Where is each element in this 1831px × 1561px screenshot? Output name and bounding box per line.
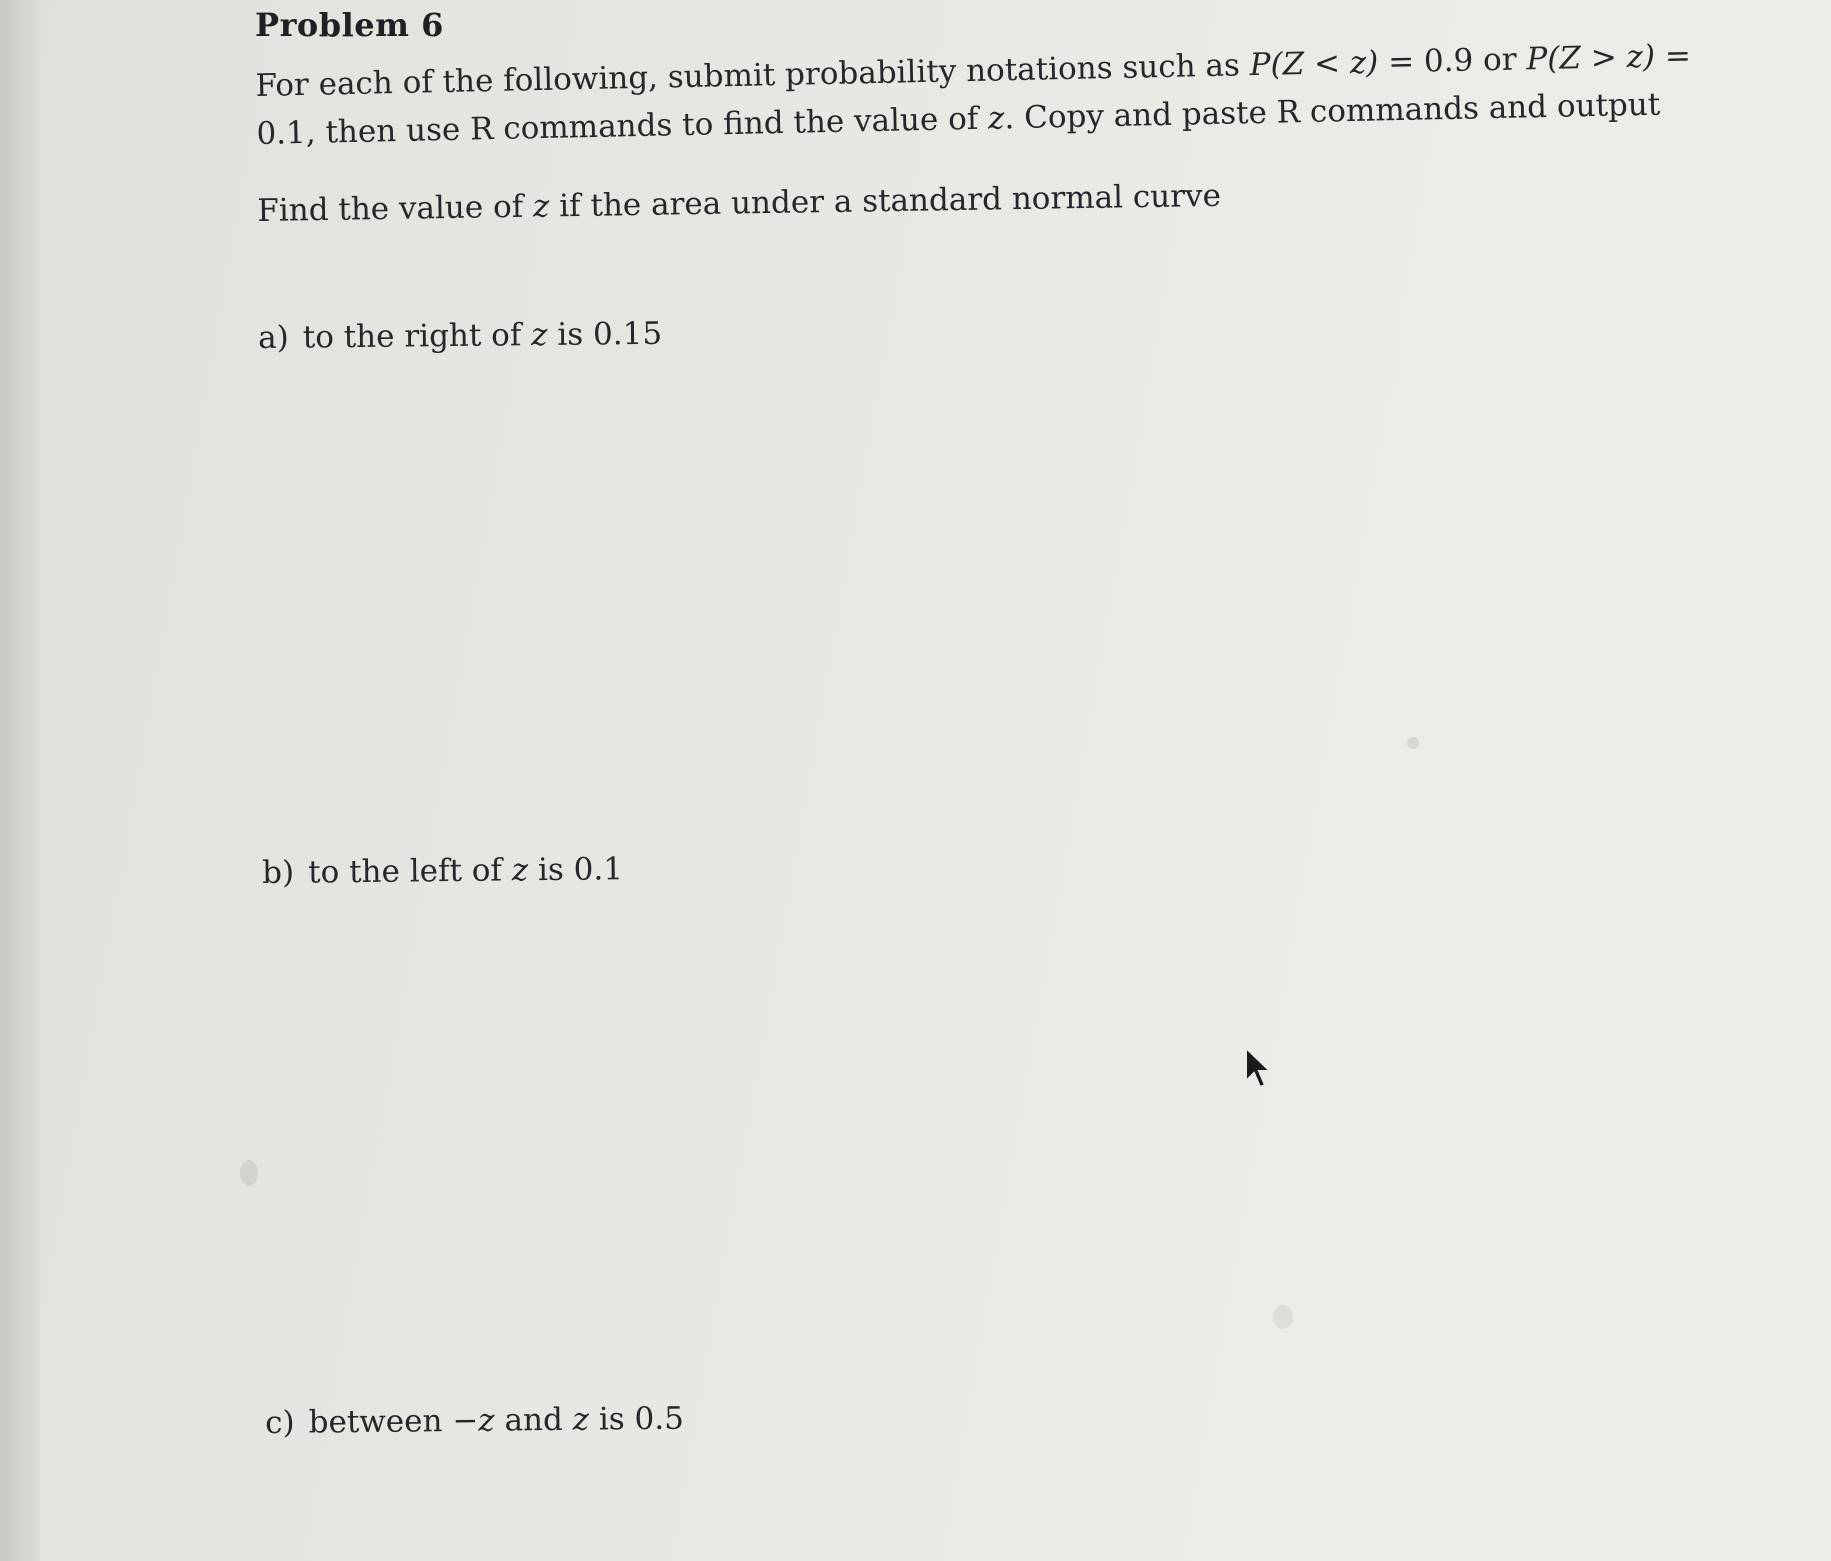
- math-variable: z: [987, 100, 1005, 137]
- part-b: b) to the left of z is 0.1: [262, 851, 624, 891]
- screen-smudge: [240, 1160, 258, 1186]
- part-label: a): [258, 319, 289, 356]
- problem-instruction: Find the value of z if the area under a standard normal curve: [257, 177, 1222, 229]
- math-variable: z: [532, 188, 550, 225]
- document-page: [40, 0, 1831, 1561]
- problem-title: Problem 6: [255, 6, 444, 44]
- intro-line-2: 0.1, then use R commands to find the value of z. Copy and paste R commands and output: [256, 86, 1661, 152]
- screen-smudge: [1407, 737, 1419, 749]
- screen-smudge: [1273, 1305, 1293, 1329]
- math-expression: P(Z < z): [1249, 44, 1379, 84]
- screen-left-bezel: [0, 0, 40, 1561]
- problem-intro: [255, 29, 1817, 158]
- part-label: c): [265, 1404, 295, 1441]
- part-label: b): [262, 854, 295, 891]
- math-variable: z: [531, 316, 548, 354]
- part-c: c) between −z and z is 0.5: [265, 1400, 685, 1441]
- math-variable: −z: [452, 1402, 495, 1440]
- arrow-pointer-icon: [1243, 1045, 1273, 1091]
- part-a: a) to the right of z is 0.15: [258, 315, 663, 356]
- math-expression: P(Z > z): [1526, 38, 1656, 78]
- intro-line-1: For each of the following, submit probability notations such as P(Z < z) = 0.9 or P(Z > z) =: [255, 37, 1692, 104]
- math-variable: z: [511, 852, 529, 889]
- math-variable: z: [572, 1401, 590, 1438]
